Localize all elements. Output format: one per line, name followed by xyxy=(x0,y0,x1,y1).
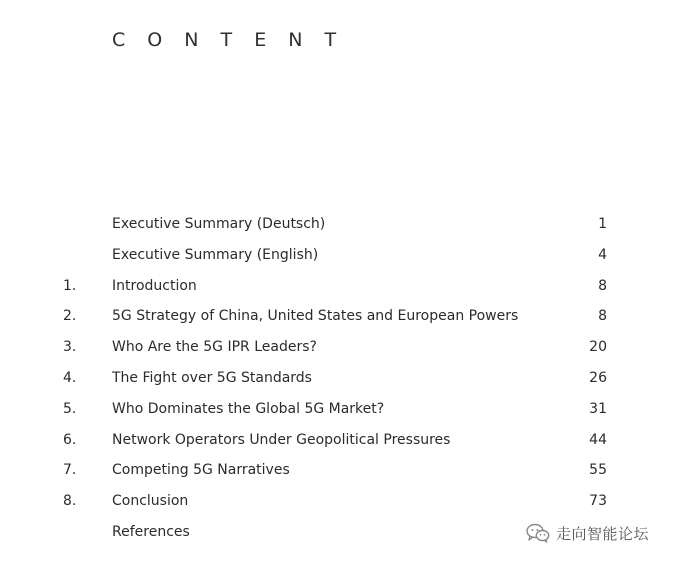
toc-number: 3. xyxy=(63,339,77,356)
toc-row[interactable] xyxy=(0,368,676,399)
toc-label: Competing 5G Narratives xyxy=(112,462,290,479)
toc-number: 6. xyxy=(63,431,77,448)
page-title: C O N T E N T xyxy=(112,29,345,51)
toc-number: 1. xyxy=(63,277,77,294)
toc-number: 7. xyxy=(63,462,77,479)
toc-page-number: 31 xyxy=(589,400,607,417)
toc-label: Executive Summary (Deutsch) xyxy=(112,216,326,232)
toc-label: The Fight over 5G Standards xyxy=(112,369,312,386)
table-of-contents xyxy=(0,214,676,553)
toc-page-number: 44 xyxy=(589,431,607,448)
toc-page-number: 1 xyxy=(598,216,607,232)
watermark xyxy=(526,521,649,545)
toc-number: 2. xyxy=(63,308,77,325)
toc-label: 5G Strategy of China, United States and European Powers xyxy=(112,308,519,325)
toc-page-number: 73 xyxy=(589,493,607,510)
toc-page-number: 26 xyxy=(589,369,607,386)
toc-row[interactable] xyxy=(0,491,676,522)
toc-page-number: 55 xyxy=(589,462,607,479)
toc-number: 8. xyxy=(63,493,77,510)
toc-page-number: 4 xyxy=(598,246,607,263)
toc-row[interactable] xyxy=(0,245,676,276)
toc-row[interactable] xyxy=(0,214,676,245)
toc-number: 4. xyxy=(63,369,77,386)
toc-row[interactable] xyxy=(0,337,676,368)
toc-row[interactable] xyxy=(0,399,676,430)
wechat-icon xyxy=(526,523,550,543)
toc-number: 5. xyxy=(63,400,77,417)
toc-label: Who Dominates the Global 5G Market? xyxy=(112,400,385,417)
toc-label: Introduction xyxy=(112,277,197,294)
toc-label: Who Are the 5G IPR Leaders? xyxy=(112,339,317,356)
toc-page-number: 20 xyxy=(589,339,607,356)
toc-row[interactable] xyxy=(0,306,676,337)
toc-label: Conclusion xyxy=(112,493,189,510)
toc-row[interactable] xyxy=(0,430,676,461)
toc-page-number: 8 xyxy=(598,308,607,325)
watermark-text: 走向智能论坛 xyxy=(556,524,650,543)
toc-label: Network Operators Under Geopolitical Pressures xyxy=(112,431,451,448)
toc-row[interactable] xyxy=(0,460,676,491)
toc-label: References xyxy=(112,523,190,540)
toc-label: Executive Summary (English) xyxy=(112,246,319,263)
toc-row[interactable] xyxy=(0,276,676,307)
toc-page-number: 8 xyxy=(598,277,607,294)
